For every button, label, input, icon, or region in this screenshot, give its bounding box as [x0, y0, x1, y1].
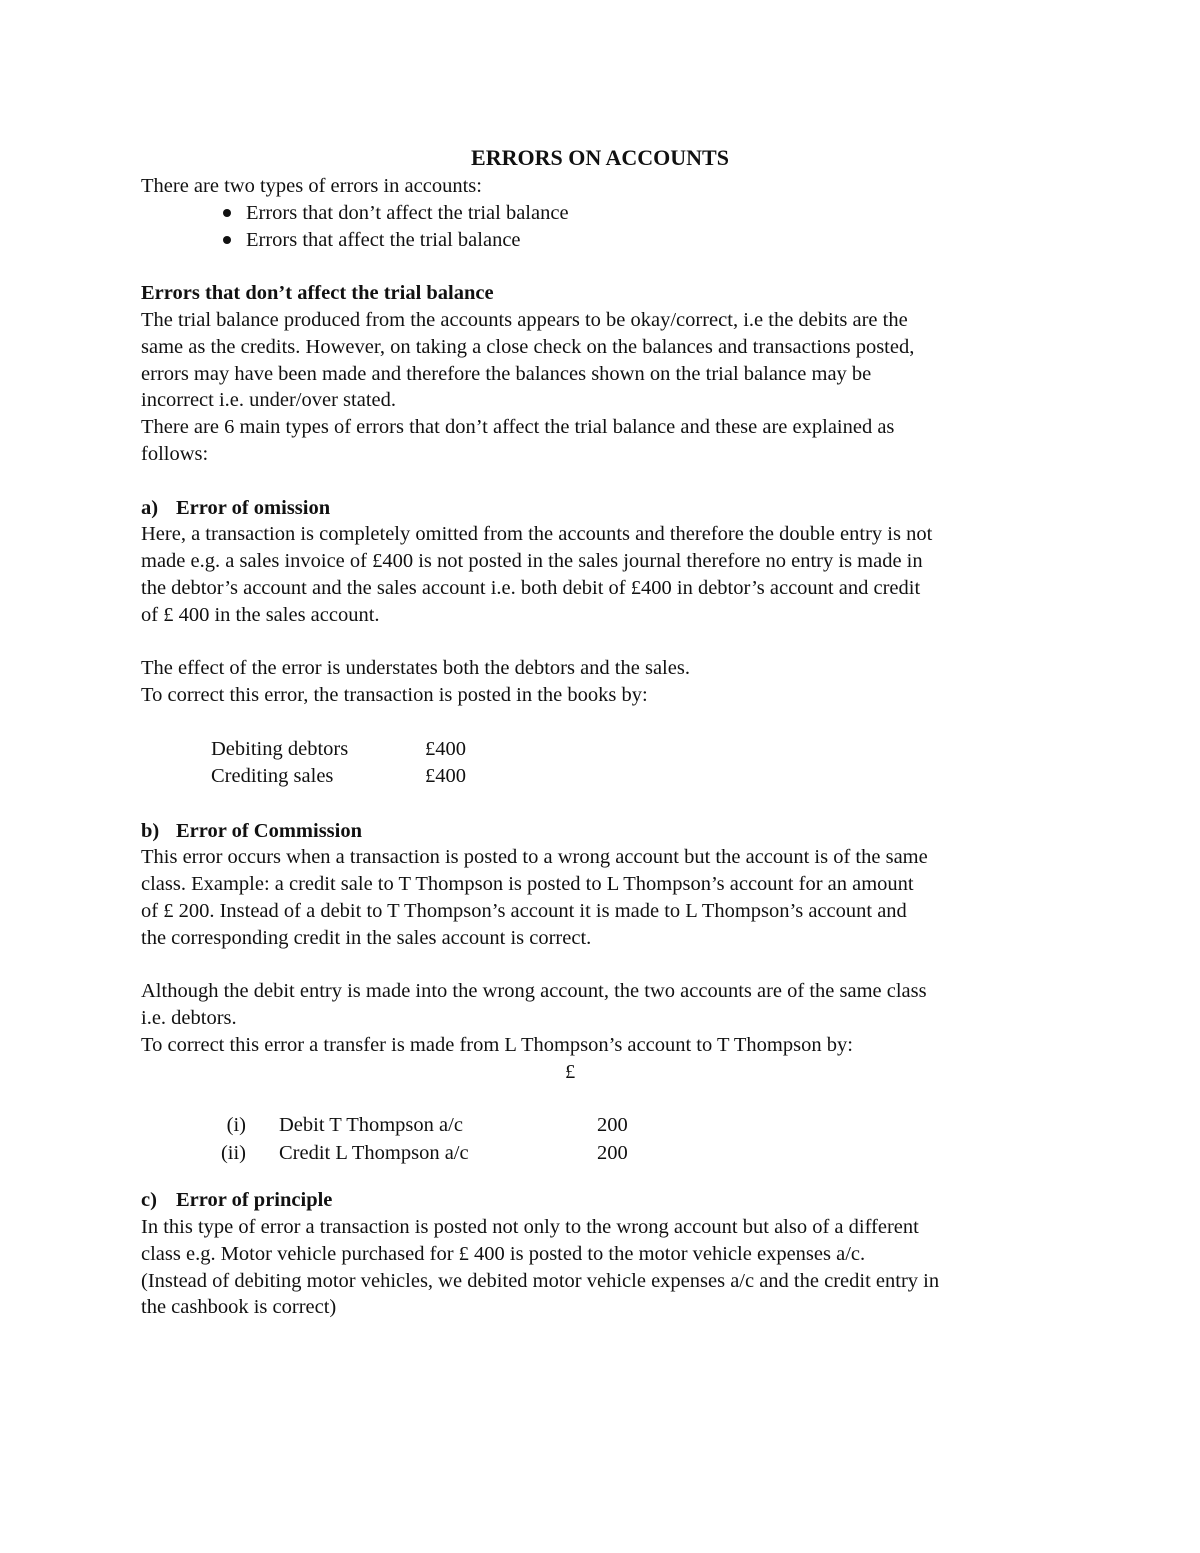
entry-number: (ii)	[220, 1141, 246, 1164]
entry-label: Debiting debtors	[211, 737, 349, 760]
principle-heading: c) Error of principle	[141, 1189, 333, 1212]
paragraph-line: In this type of error a transaction is posted not only to the wrong account but also of a different	[141, 1216, 919, 1239]
intro-text: There are two types of errors in accounts:	[141, 175, 482, 197]
paragraph-line: follows:	[141, 442, 209, 465]
entry-number: (i)	[226, 1114, 246, 1137]
paragraph-line: errors may have been made and therefore the balances shown on the trial balance may be	[141, 362, 872, 385]
document-title: ERRORS ON ACCOUNTS	[471, 145, 729, 170]
entry-amount: 200	[597, 1141, 628, 1164]
commission-entries	[141, 1112, 657, 1167]
paragraph-line: Although the debit entry is made into the wrong account, the two accounts are of the same class	[141, 980, 927, 1003]
entry-amount: £400	[425, 765, 466, 788]
paragraph-line: of £ 200. Instead of a debit to T Thompson’s account it is made to L Thompson’s account and	[141, 899, 907, 922]
bullet-icon	[223, 209, 231, 217]
section-heading: Errors that don’t affect the trial balance	[141, 282, 494, 305]
paragraph-line: Here, a transaction is completely omitted from the accounts and therefore the double entry is not	[141, 523, 933, 546]
table-row	[141, 1140, 657, 1168]
paragraph-line: i.e. debtors.	[141, 1007, 237, 1030]
table-row	[141, 736, 466, 764]
paragraph-line: the debtor’s account and the sales account i.e. both debit of £400 in debtor’s account and credit	[141, 576, 921, 599]
paragraph-line: There are 6 main types of errors that don’t affect the trial balance and these are explained as	[141, 416, 895, 439]
document-page	[141, 144, 1071, 1321]
paragraph-line: the cashbook is correct)	[141, 1296, 337, 1319]
omission-entries	[141, 736, 466, 791]
error-types-list	[141, 200, 1071, 254]
paragraph-line: This error occurs when a transaction is posted to a wrong account but the account is of the same	[141, 846, 928, 869]
paragraph-line: made e.g. a sales invoice of £400 is not posted in the sales journal therefore no entry is made in	[141, 550, 923, 573]
entry-amount: 200	[597, 1114, 628, 1137]
entry-label: Credit L Thompson a/c	[279, 1141, 469, 1164]
paragraph-line: same as the credits. However, on taking a close check on the balances and transactions posted,	[141, 335, 915, 358]
entry-label: Crediting sales	[211, 765, 334, 788]
entry-label: Debit T Thompson a/c	[279, 1114, 463, 1137]
bullet-icon	[223, 236, 231, 244]
paragraph-line: The trial balance produced from the accounts appears to be okay/correct, i.e the debits are the	[141, 308, 908, 331]
paragraph-line: of £ 400 in the sales account.	[141, 603, 380, 626]
table-row	[141, 1112, 657, 1140]
paragraph-line: (Instead of debiting motor vehicles, we debited motor vehicle expenses a/c and the credit entry in	[141, 1269, 940, 1292]
paragraph-line: class. Example: a credit sale to T Thompson is posted to L Thompson’s account for an amount	[141, 873, 914, 896]
list-item: Errors that don’t affect the trial balance	[141, 200, 1071, 227]
omission-correction: To correct this error, the transaction is posted in the books by:	[141, 684, 648, 707]
list-item: Errors that affect the trial balance	[141, 227, 1071, 254]
commission-heading: b) Error of Commission	[141, 819, 363, 842]
commission-correction: To correct this error a transfer is made from L Thompson’s account to T Thompson by:	[141, 1033, 853, 1056]
paragraph-line: class e.g. Motor vehicle purchased for £ 400 is posted to the motor vehicle expenses a/c.	[141, 1242, 866, 1265]
omission-effect: The effect of the error is understates both the debtors and the sales.	[141, 657, 690, 680]
table-row	[141, 763, 466, 791]
paragraph-line: incorrect i.e. under/over stated.	[141, 389, 396, 412]
entry-amount: £400	[425, 737, 466, 760]
omission-heading: a) Error of omission	[141, 496, 331, 519]
currency-header: £	[565, 1060, 576, 1083]
paragraph-line: the corresponding credit in the sales account is correct.	[141, 926, 592, 949]
